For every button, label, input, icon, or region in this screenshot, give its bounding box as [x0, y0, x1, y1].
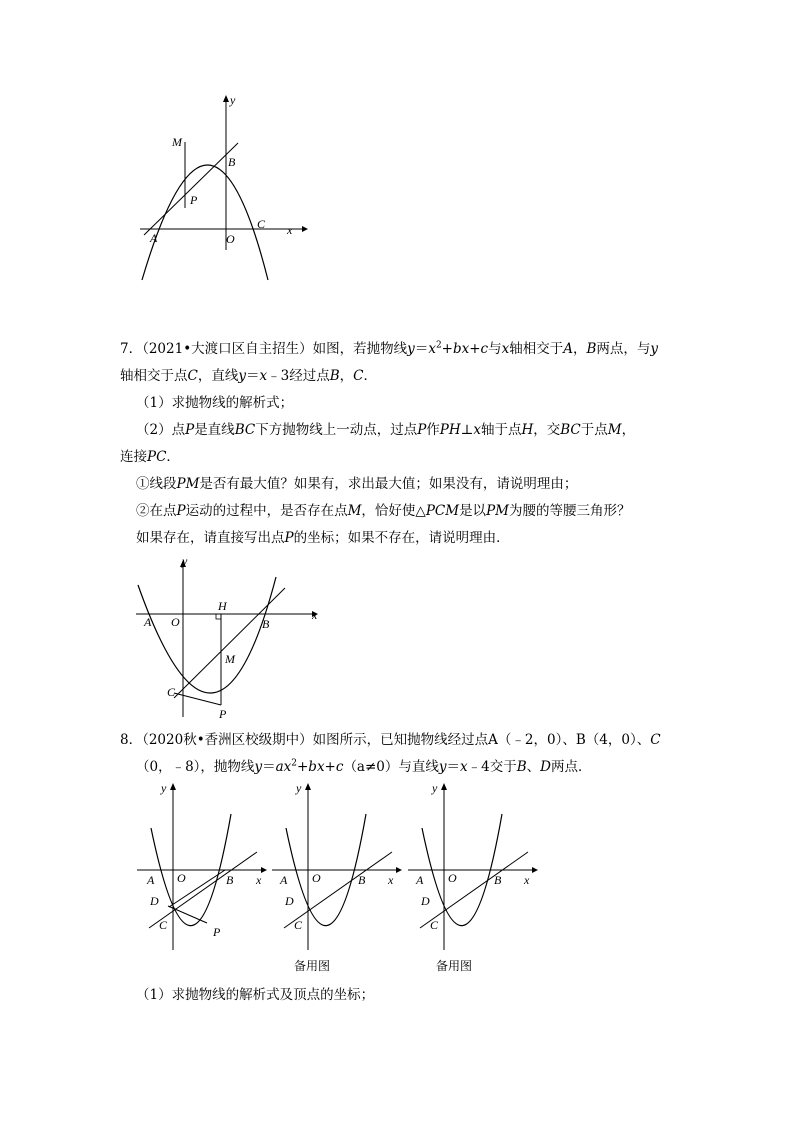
fig-top-label-o: O — [226, 232, 235, 246]
q8-line2-d: 两点． — [551, 759, 592, 775]
fig-q8a-label-o: O — [177, 871, 186, 885]
q7-sub3 — [136, 528, 510, 548]
q8-line-1 — [120, 730, 661, 750]
q7-P-4: P — [284, 530, 294, 546]
fig-q8a-label-y: y — [161, 781, 167, 795]
fig-top-label-x: x — [287, 223, 293, 237]
q8-B: B — [516, 759, 527, 775]
q7-eq2-y: y — [238, 368, 246, 384]
q8-line2-b: （a≠0）与直线 — [343, 759, 439, 775]
q8-line2-a: （0，﹣8），抛物线 — [136, 759, 255, 775]
fig-q8b-label-d: D — [285, 894, 294, 908]
q7-P: P — [185, 422, 195, 438]
q7-stem-d: 两点，与 — [596, 341, 651, 357]
q7-PCM: PCM — [425, 503, 460, 519]
q7-connect-text: 连接 — [120, 449, 147, 465]
q7-stem-b: 与 — [488, 341, 502, 357]
figure-q8-spare-2 — [406, 780, 541, 980]
q8-point-B: B（4，0）、 — [575, 732, 651, 748]
fig-q8b-caption: 备用图 — [294, 959, 331, 973]
fig-q7-label-m: M — [225, 652, 235, 666]
fig-q7-label-o: O — [171, 615, 180, 629]
q7-BC: BC — [234, 422, 256, 438]
q8-point-C: C — [650, 732, 661, 748]
q7-line2-end: ． — [363, 368, 377, 384]
q7-line2-a: 轴相交于点 — [120, 368, 188, 384]
q7-sub2-c: ，恰好使△ — [361, 503, 426, 519]
fig-q8c-label-c: C — [430, 918, 439, 932]
fig-q8a-label-x: x — [256, 873, 262, 887]
fig-q8c-label-b: B — [494, 873, 502, 887]
q8-eq-eq: ＝ — [262, 759, 276, 775]
q7-source: （2021•大渡口区自主招生） — [142, 341, 313, 357]
q7-A: A — [563, 341, 573, 357]
q8-eq2-eq: ＝ — [446, 759, 461, 775]
q7-y-var: y — [650, 341, 659, 357]
q7-C-2: C — [353, 368, 364, 384]
q8-D: D — [540, 759, 551, 775]
fig-q7-label-h: H — [218, 599, 227, 613]
q7-part2-h: ， — [621, 422, 636, 438]
q8-eq-a: ax — [275, 759, 292, 775]
fig-q8c-label-d: D — [421, 894, 430, 908]
fig-q8a-label-d: D — [150, 894, 159, 908]
q7-sub2-a: ②在点 — [136, 503, 177, 519]
q7-eq1-eq: ＝ — [414, 341, 429, 357]
q8-line-2 — [136, 757, 592, 777]
fig-q7-label-a: A — [144, 615, 152, 629]
fig-q7-label-b: B — [262, 617, 270, 631]
q7-sub2 — [136, 501, 630, 521]
fig-q8c-caption: 备用图 — [436, 959, 473, 973]
q8-number: 8． — [120, 732, 143, 748]
q7-sub2-e: 为腰的等腰三角形？ — [508, 503, 631, 519]
q8-source: （2020秋•香洲区校级期中） — [142, 732, 313, 748]
q7-sub2-b: 运动的过程中，是否存在点 — [185, 503, 348, 519]
fig-top-label-b: B — [228, 155, 236, 169]
q7-M: M — [607, 422, 622, 438]
q7-M-2: M — [347, 503, 362, 519]
q7-line2-b: ，直线 — [197, 368, 239, 384]
q7-eq2-x: x — [259, 368, 268, 384]
fig-q8a-label-a: A — [147, 873, 155, 887]
fig-q7-label-y: y — [182, 554, 188, 568]
q7-eq1-rest: +bx+c — [441, 341, 489, 357]
q7-PC: PC — [147, 449, 167, 465]
fig-top-label-m: M — [172, 135, 182, 149]
q7-sub1 — [136, 474, 577, 494]
q7-H: H — [521, 422, 534, 438]
q7-eq1-x: x — [428, 341, 436, 357]
fig-q7-label-p: P — [219, 707, 227, 721]
q7-stem-a: 如图，若抛物线 — [312, 341, 408, 357]
q7-sub2-d: 是以 — [459, 503, 487, 519]
fig-q8a-label-b: B — [226, 873, 234, 887]
q7-P-2: P — [417, 422, 427, 438]
q7-connect — [120, 447, 180, 467]
q7-number: 7． — [120, 341, 143, 357]
fig-top-label-p: P — [190, 193, 198, 207]
q7-part2-c: 下方抛物线上一动点，过点 — [255, 422, 418, 438]
fig-q7-label-x: x — [312, 608, 318, 622]
q8-point-A: A（﹣2，0）、 — [488, 732, 576, 748]
fig-q8b-label-b: B — [358, 873, 366, 887]
q7-sub1-a: ①线段 — [136, 476, 177, 492]
figure-q8-main — [135, 780, 270, 960]
q7-x-var-2: x — [473, 422, 481, 438]
fig-q8b-label-a: A — [280, 873, 288, 887]
q8-eq2-x: x — [460, 759, 468, 775]
q7-eq2-eq: ＝ — [245, 368, 260, 384]
fig-q8c-label-y: y — [432, 781, 438, 795]
fig-q8a-label-p: P — [213, 925, 221, 939]
q7-x-var: x — [501, 341, 510, 357]
q7-eq2-rest: ﹣3 — [267, 368, 290, 384]
fig-q8b-label-c: C — [294, 918, 303, 932]
fig-top-label-c: C — [257, 217, 266, 231]
q7-part2 — [136, 420, 635, 440]
fig-q8b-label-y: y — [296, 781, 302, 795]
q7-perp: ⊥ — [460, 422, 474, 438]
q7-BC-2: BC — [560, 422, 581, 438]
q7-eq1-y: y — [407, 341, 415, 357]
q8-line2-c: 交于 — [489, 759, 517, 775]
q7-line-2 — [120, 366, 377, 386]
q8-sep: 、 — [526, 759, 541, 775]
fig-q8c-label-x: x — [524, 873, 530, 887]
fig-q8a-label-c: C — [159, 918, 168, 932]
q8-eq-sup: 2 — [291, 758, 297, 769]
fig-top-label-a: A — [150, 231, 158, 245]
q7-B-2: B — [329, 368, 340, 384]
q8-part1 — [136, 985, 374, 1005]
fig-q8b-label-o: O — [312, 871, 321, 885]
q7-part2-d: 作 — [426, 422, 440, 438]
q7-stem-c: 轴相交于 — [509, 341, 564, 357]
q7-C: C — [187, 368, 198, 384]
q7-PM-2: PM — [486, 503, 509, 519]
q8-eq-rest: +bx+c — [296, 759, 344, 775]
fig-top-label-y: y — [230, 93, 236, 107]
q7-sub3-a: 如果存在，请直接写出点 — [136, 530, 285, 546]
q7-part2-b: 是直线 — [194, 422, 235, 438]
q8-part1-text: （1）求抛物线的解析式及顶点的坐标； — [136, 987, 375, 1003]
q8-eq2-rest: ﹣4 — [467, 759, 490, 775]
q7-part2-g: 于点 — [580, 422, 608, 438]
fig-q8c-label-a: A — [416, 873, 424, 887]
fig-q8b-label-x: x — [388, 873, 394, 887]
q7-part2-a: （2）点 — [136, 422, 186, 438]
q7-sub3-b: 的坐标；如果不存在，请说明理由． — [293, 530, 510, 546]
q7-P-3: P — [176, 503, 186, 519]
q7-line-1 — [120, 339, 658, 359]
q7-line2-c: 经过点 — [289, 368, 330, 384]
figure-q6-parabola — [130, 90, 310, 290]
q7-part2-e: 轴于点 — [480, 422, 522, 438]
q7-period: ． — [166, 449, 180, 465]
fig-q8c-label-o: O — [448, 871, 457, 885]
q8-stem-a: 如图所示，已知抛物线经过点 — [312, 732, 489, 748]
q7-eq1-sup: 2 — [435, 340, 442, 351]
q7-B: B — [586, 341, 597, 357]
q7-PM: PM — [176, 476, 200, 492]
q7-PH: PH — [439, 422, 461, 438]
q7-comma-2: ， — [339, 368, 354, 384]
q7-part2-f: ，交 — [533, 422, 561, 438]
q8-eq2-y: y — [438, 759, 447, 775]
q7-sub1-b: 是否有最大值？如果有，求出最大值；如果没有，请说明理由； — [199, 476, 578, 492]
q7-part1-text: （1）求抛物线的解析式； — [136, 395, 294, 411]
q8-eq-y: y — [254, 759, 263, 775]
figure-q8-spare-1 — [270, 780, 405, 980]
figure-q7-parabola — [130, 555, 330, 725]
q7-comma: ， — [573, 341, 587, 357]
q7-part1 — [136, 393, 293, 413]
fig-q7-label-c: C — [167, 685, 176, 699]
